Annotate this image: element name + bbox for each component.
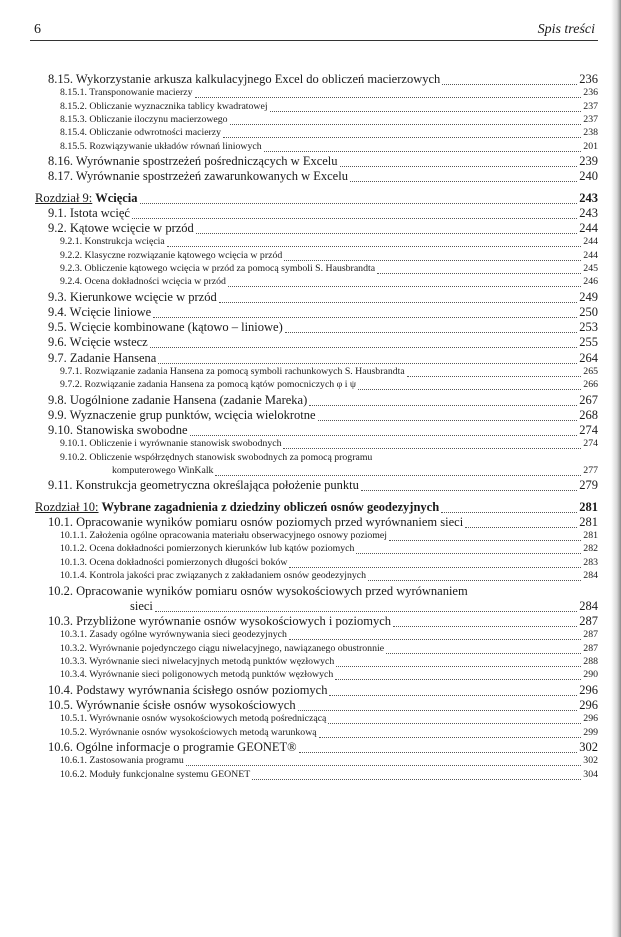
dot-leader	[393, 626, 577, 627]
toc-entry[interactable]	[60, 769, 598, 780]
toc-entry-title: 8.15.3. Obliczanie iloczynu macierzowego	[60, 114, 228, 125]
dot-leader	[289, 567, 581, 568]
toc-entry[interactable]	[48, 423, 598, 438]
dot-leader	[132, 218, 577, 219]
toc-entry-title: 8.15.4. Obliczanie odwrotności macierzy	[60, 127, 222, 139]
dot-leader	[336, 666, 581, 667]
toc-page-number: 244	[583, 249, 598, 261]
dot-leader	[153, 317, 577, 318]
dot-leader	[228, 286, 581, 287]
dot-leader	[386, 653, 581, 654]
toc-entry-title: 10.3. Przybliżone wyrównanie osnów wysokościowych i poziomych	[48, 614, 391, 628]
toc-page-number: 249	[579, 289, 598, 304]
toc-page-number: 284	[579, 598, 598, 613]
toc-entry[interactable]	[60, 101, 598, 112]
dot-leader	[442, 84, 577, 85]
toc-entry-title: 9.7.1. Rozwiązanie zadania Hansena za pomocą symboli rachunkowych S. Hausbrandta	[60, 365, 405, 377]
toc-entry-title: 10.6. Ogólne informacje o programie GEONET®	[48, 740, 297, 754]
toc-entry[interactable]	[48, 698, 598, 713]
chapter-heading	[35, 500, 439, 515]
toc-entry-title: 10.1.4. Kontrola jakości prac związanych z zakładaniem osnów geodezyjnych	[60, 570, 367, 582]
toc-page-number: 296	[583, 713, 598, 725]
toc-entry[interactable]	[48, 72, 598, 87]
toc-entry-title: 9.2.2. Klasyczne rozwiązanie kątowego wcięcia w przód	[60, 249, 283, 261]
toc-page-number: 255	[579, 335, 598, 350]
toc-page-number: 245	[583, 263, 598, 274]
toc-entry-title: 10.1. Opracowanie wyników pomiaru osnów poziomych przed wyrównaniem sieci	[48, 514, 464, 529]
toc-entry-title: 10.5. Wyrównanie ścisłe osnów wysokościowych	[48, 698, 296, 712]
toc-entry[interactable]	[60, 669, 598, 680]
dot-leader	[377, 273, 581, 274]
toc-entry-title: 9.3. Kierunkowe wcięcie w przód	[48, 289, 217, 304]
toc-page-number: 253	[579, 320, 598, 335]
dot-leader	[368, 580, 581, 581]
dot-leader	[270, 111, 582, 112]
toc-page-number: 250	[579, 305, 598, 319]
toc-chapter-entry[interactable]	[35, 500, 598, 515]
toc-page-number: 274	[579, 423, 598, 437]
toc-page-number: 239	[579, 154, 598, 169]
chapter-title: Wcięcia	[95, 190, 138, 205]
dot-leader	[356, 553, 581, 554]
toc-page-number: 238	[583, 127, 598, 139]
toc-page-number: 288	[583, 656, 598, 667]
dot-leader	[328, 723, 581, 724]
toc-page-number: 265	[583, 365, 598, 377]
toc-page-number: 236	[579, 72, 598, 86]
toc-entry-title: 10.1.1. Założenia ogólne opracowania materiału obserwacyjnego osnowy poziomej	[60, 530, 387, 541]
toc-entry[interactable]	[60, 276, 598, 287]
toc-entry-title: 10.1.2. Ocena dokładności pomierzonych kierunków lub kątów poziomych	[60, 543, 355, 555]
dot-leader	[223, 137, 581, 138]
toc-entry[interactable]	[60, 755, 598, 766]
dot-leader	[284, 260, 581, 261]
page-header	[30, 22, 595, 38]
toc-page-number: 264	[579, 350, 598, 365]
toc-entry-title: 9.2.4. Ocena dokładności wcięcia w przód	[60, 276, 226, 288]
toc-page-number: 236	[583, 87, 598, 99]
dot-leader	[465, 527, 577, 528]
dot-leader	[190, 435, 578, 436]
toc-entry[interactable]	[60, 87, 598, 98]
toc-entry-title: 9.6. Wcięcie wstecz	[48, 335, 148, 350]
toc-entry-title: 10.3.2. Wyrównanie pojedynczego ciągu niwelacyjnego, nawiązanego obustronnie	[60, 642, 385, 654]
dot-leader	[219, 302, 578, 303]
toc-entry-title: 9.10. Stanowiska swobodne	[48, 423, 188, 437]
toc-entry-title: 9.1. Istota wcięć	[48, 205, 130, 220]
dot-leader	[196, 233, 577, 234]
toc-page-number: 266	[583, 379, 598, 391]
toc-page-number: 304	[583, 768, 598, 780]
toc-page-number: 290	[583, 669, 598, 681]
toc-entry[interactable]	[60, 570, 598, 581]
toc-entry[interactable]	[48, 320, 598, 335]
toc-entry-title: 9.5. Wcięcie kombinowane (kątowo – liniowe)	[48, 320, 283, 335]
dot-leader	[299, 752, 578, 753]
toc-page-number: 201	[583, 140, 598, 152]
toc-entry-title: 9.2. Kątowe wcięcie w przód	[48, 221, 194, 235]
toc-entry[interactable]	[48, 614, 598, 629]
dot-leader	[335, 679, 581, 680]
dot-leader	[350, 181, 577, 182]
toc-entry-title: 8.17. Wyrównanie spostrzeżeń zawarunkowanych w Excelu	[48, 169, 348, 184]
toc-page-number: 296	[579, 682, 598, 697]
toc-entry-title: sieci	[130, 598, 153, 613]
toc-entry[interactable]	[48, 206, 598, 221]
dot-leader	[283, 448, 581, 449]
dot-leader	[252, 779, 581, 780]
toc-page-number: 274	[583, 438, 598, 450]
toc-page-number: 243	[579, 190, 598, 205]
toc-page-number: 287	[583, 642, 598, 654]
toc-entry[interactable]	[60, 629, 598, 640]
dot-leader	[309, 405, 577, 406]
toc-entry[interactable]	[60, 250, 598, 261]
toc-entry-title: 9.9. Wyznaczenie grup punktów, wcięcia wielokrotne	[48, 407, 316, 422]
dot-leader	[361, 490, 577, 491]
toc-entry[interactable]	[48, 683, 598, 698]
toc-entry-title[interactable]: 9.10.2. Obliczenie współrzędnych stanowisk swobodnych za pomocą programu	[60, 451, 373, 463]
toc-entry[interactable]	[48, 305, 598, 320]
toc-page-number: 282	[583, 543, 598, 555]
toc-page-number: 281	[583, 530, 598, 541]
toc-entry[interactable]	[112, 465, 598, 476]
page-number: 6	[34, 22, 41, 37]
dot-leader	[264, 151, 582, 152]
toc-page-number: 268	[579, 407, 598, 422]
chapter-title: Wybrane zagadnienia z dziedziny obliczeń osnów geodezyjnych	[101, 499, 440, 514]
toc-page-number: 287	[579, 614, 598, 628]
toc-entry[interactable]	[60, 263, 598, 274]
toc-entry[interactable]	[48, 169, 598, 184]
toc-entry[interactable]	[48, 515, 598, 530]
toc-entry-title: 8.15.1. Transponowanie macierzy	[60, 87, 193, 99]
toc-entry-title: 9.4. Wcięcie liniowe	[48, 305, 152, 319]
dot-leader	[340, 166, 578, 167]
toc-entry-title: 10.5.2. Wyrównanie osnów wysokościowych metodą warunkową	[60, 726, 317, 738]
toc-page-number: 281	[579, 514, 598, 529]
toc-entry-title: 10.5.1. Wyrównanie osnów wysokościowych metodą pośredniczącą	[60, 713, 327, 725]
toc-entry[interactable]	[60, 366, 598, 377]
toc-entry[interactable]	[60, 543, 598, 554]
dot-leader	[140, 203, 578, 204]
dot-leader	[155, 611, 577, 612]
toc-page-number: 302	[579, 740, 598, 754]
dot-leader	[441, 512, 577, 513]
dot-leader	[167, 246, 582, 247]
toc-entry-title: 9.8. Uogólnione zadanie Hansena (zadanie Mareka)	[48, 392, 308, 407]
dot-leader	[318, 420, 578, 421]
book-spine-shadow	[611, 0, 621, 937]
toc-page-number: 244	[583, 236, 598, 248]
toc-entry-title: 10.4. Podstawy wyrównania ścisłego osnów poziomych	[48, 682, 328, 697]
toc-entry-title: 8.15. Wykorzystanie arkusza kalkulacyjnego Excel do obliczeń macierzowych	[48, 72, 441, 86]
toc-entry-title: 9.2.1. Konstrukcja wcięcia	[60, 236, 165, 248]
toc-entry-title: 9.10.1. Obliczenie i wyrównanie stanowisk swobodnych	[60, 438, 282, 450]
toc-entry[interactable]	[60, 557, 598, 568]
toc-entry-title: 10.3.3. Wyrównanie sieci niwelacyjnych metodą punktów węzłowych	[60, 656, 335, 667]
toc-entry[interactable]	[48, 351, 598, 366]
toc-entry[interactable]	[48, 154, 598, 169]
toc-entry-title: 10.3.4. Wyrównanie sieci poligonowych metodą punktów węzłowych	[60, 669, 334, 681]
toc-page-number: 284	[583, 570, 598, 582]
toc-page-number: 267	[579, 392, 598, 407]
dot-leader	[285, 332, 577, 333]
toc-entry-title: komputerowego WinKalk	[112, 465, 214, 476]
toc-page-number: 287	[583, 629, 598, 641]
toc-page-number: 246	[583, 276, 598, 288]
toc-entry-title: 9.7. Zadanie Hansena	[48, 350, 157, 365]
dot-leader	[150, 347, 578, 348]
toc-entry[interactable]	[48, 393, 598, 408]
toc-entry[interactable]	[48, 290, 598, 305]
toc-entry[interactable]	[60, 643, 598, 654]
toc-entry-title: 8.16. Wyrównanie spostrzeżeń pośredniczących w Excelu	[48, 154, 338, 169]
toc-entry[interactable]	[60, 127, 598, 138]
chapter-heading	[35, 191, 138, 206]
dot-leader	[230, 124, 582, 125]
toc-page-number: 277	[583, 465, 598, 476]
toc-page-number: 296	[579, 698, 598, 712]
toc-entry[interactable]	[60, 530, 598, 541]
toc-entry[interactable]	[60, 379, 598, 390]
toc-entry[interactable]	[60, 727, 598, 738]
toc-entry[interactable]	[60, 713, 598, 724]
toc-entry[interactable]	[60, 438, 598, 449]
dot-leader	[358, 389, 581, 390]
toc-entry[interactable]	[60, 656, 598, 667]
toc-chapter-entry[interactable]	[35, 191, 598, 206]
toc-entry[interactable]	[130, 599, 598, 614]
dot-leader	[319, 737, 582, 738]
toc-entry-title: 10.6.2. Moduły funkcjonalne systemu GEONET	[60, 768, 251, 780]
dot-leader	[215, 475, 581, 476]
toc-entry-title: 10.6.1. Zastosowania programu	[60, 755, 184, 767]
toc-entry[interactable]	[48, 408, 598, 423]
dot-leader	[289, 639, 581, 640]
dot-leader	[186, 765, 582, 766]
header-rule	[30, 40, 598, 41]
toc-page-number: 283	[583, 556, 598, 568]
dot-leader	[407, 376, 582, 377]
toc-entry-title: 9.2.3. Obliczenie kątowego wcięcia w przód za pomocą symboli S. Hausbrandta	[60, 263, 376, 274]
toc-entry[interactable]	[48, 740, 598, 755]
dot-leader	[158, 363, 577, 364]
chapter-number: Rozdział 10:	[35, 499, 99, 514]
dot-leader	[329, 695, 577, 696]
dot-leader	[298, 710, 578, 711]
toc-entry-title: 9.7.2. Rozwiązanie zadania Hansena za pomocą kątów pomocniczych φ i ψ	[60, 379, 357, 391]
toc-entry-title: 8.15.5. Rozwiązywanie układów równań liniowych	[60, 140, 262, 152]
toc-page-number: 240	[579, 169, 598, 184]
dot-leader	[389, 540, 581, 541]
toc-page-number: 243	[579, 205, 598, 220]
toc-entry[interactable]	[48, 335, 598, 350]
toc-page-number: 302	[583, 755, 598, 767]
toc-page-number: 281	[579, 499, 598, 514]
toc-page-number: 237	[583, 114, 598, 125]
chapter-number: Rozdział 9:	[35, 190, 93, 205]
toc-entry-title[interactable]: 10.2. Opracowanie wyników pomiaru osnów wysokościowych przed wyrównaniem	[48, 583, 468, 598]
running-title: Spis treści	[537, 22, 595, 37]
toc-entry[interactable]	[60, 114, 598, 125]
toc-entry[interactable]	[48, 221, 598, 236]
toc-page-number: 279	[579, 478, 598, 493]
toc-entry-title: 9.11. Konstrukcja geometryczna określająca położenie punktu	[48, 478, 359, 493]
toc-entry[interactable]	[60, 141, 598, 152]
toc-page-number: 244	[579, 221, 598, 235]
dot-leader	[195, 97, 582, 98]
toc-entry[interactable]	[48, 478, 598, 493]
toc-entry-title: 10.1.3. Ocena dokładności pomierzonych długości boków	[60, 556, 288, 568]
toc-page-number: 237	[583, 100, 598, 112]
toc-entry-title: 8.15.2. Obliczanie wyznacznika tablicy kwadratowej	[60, 100, 268, 112]
toc-entry-title: 10.3.1. Zasady ogólne wyrównywania sieci geodezyjnych	[60, 629, 287, 641]
toc-page-number: 299	[583, 726, 598, 738]
toc-entry[interactable]	[60, 236, 598, 247]
